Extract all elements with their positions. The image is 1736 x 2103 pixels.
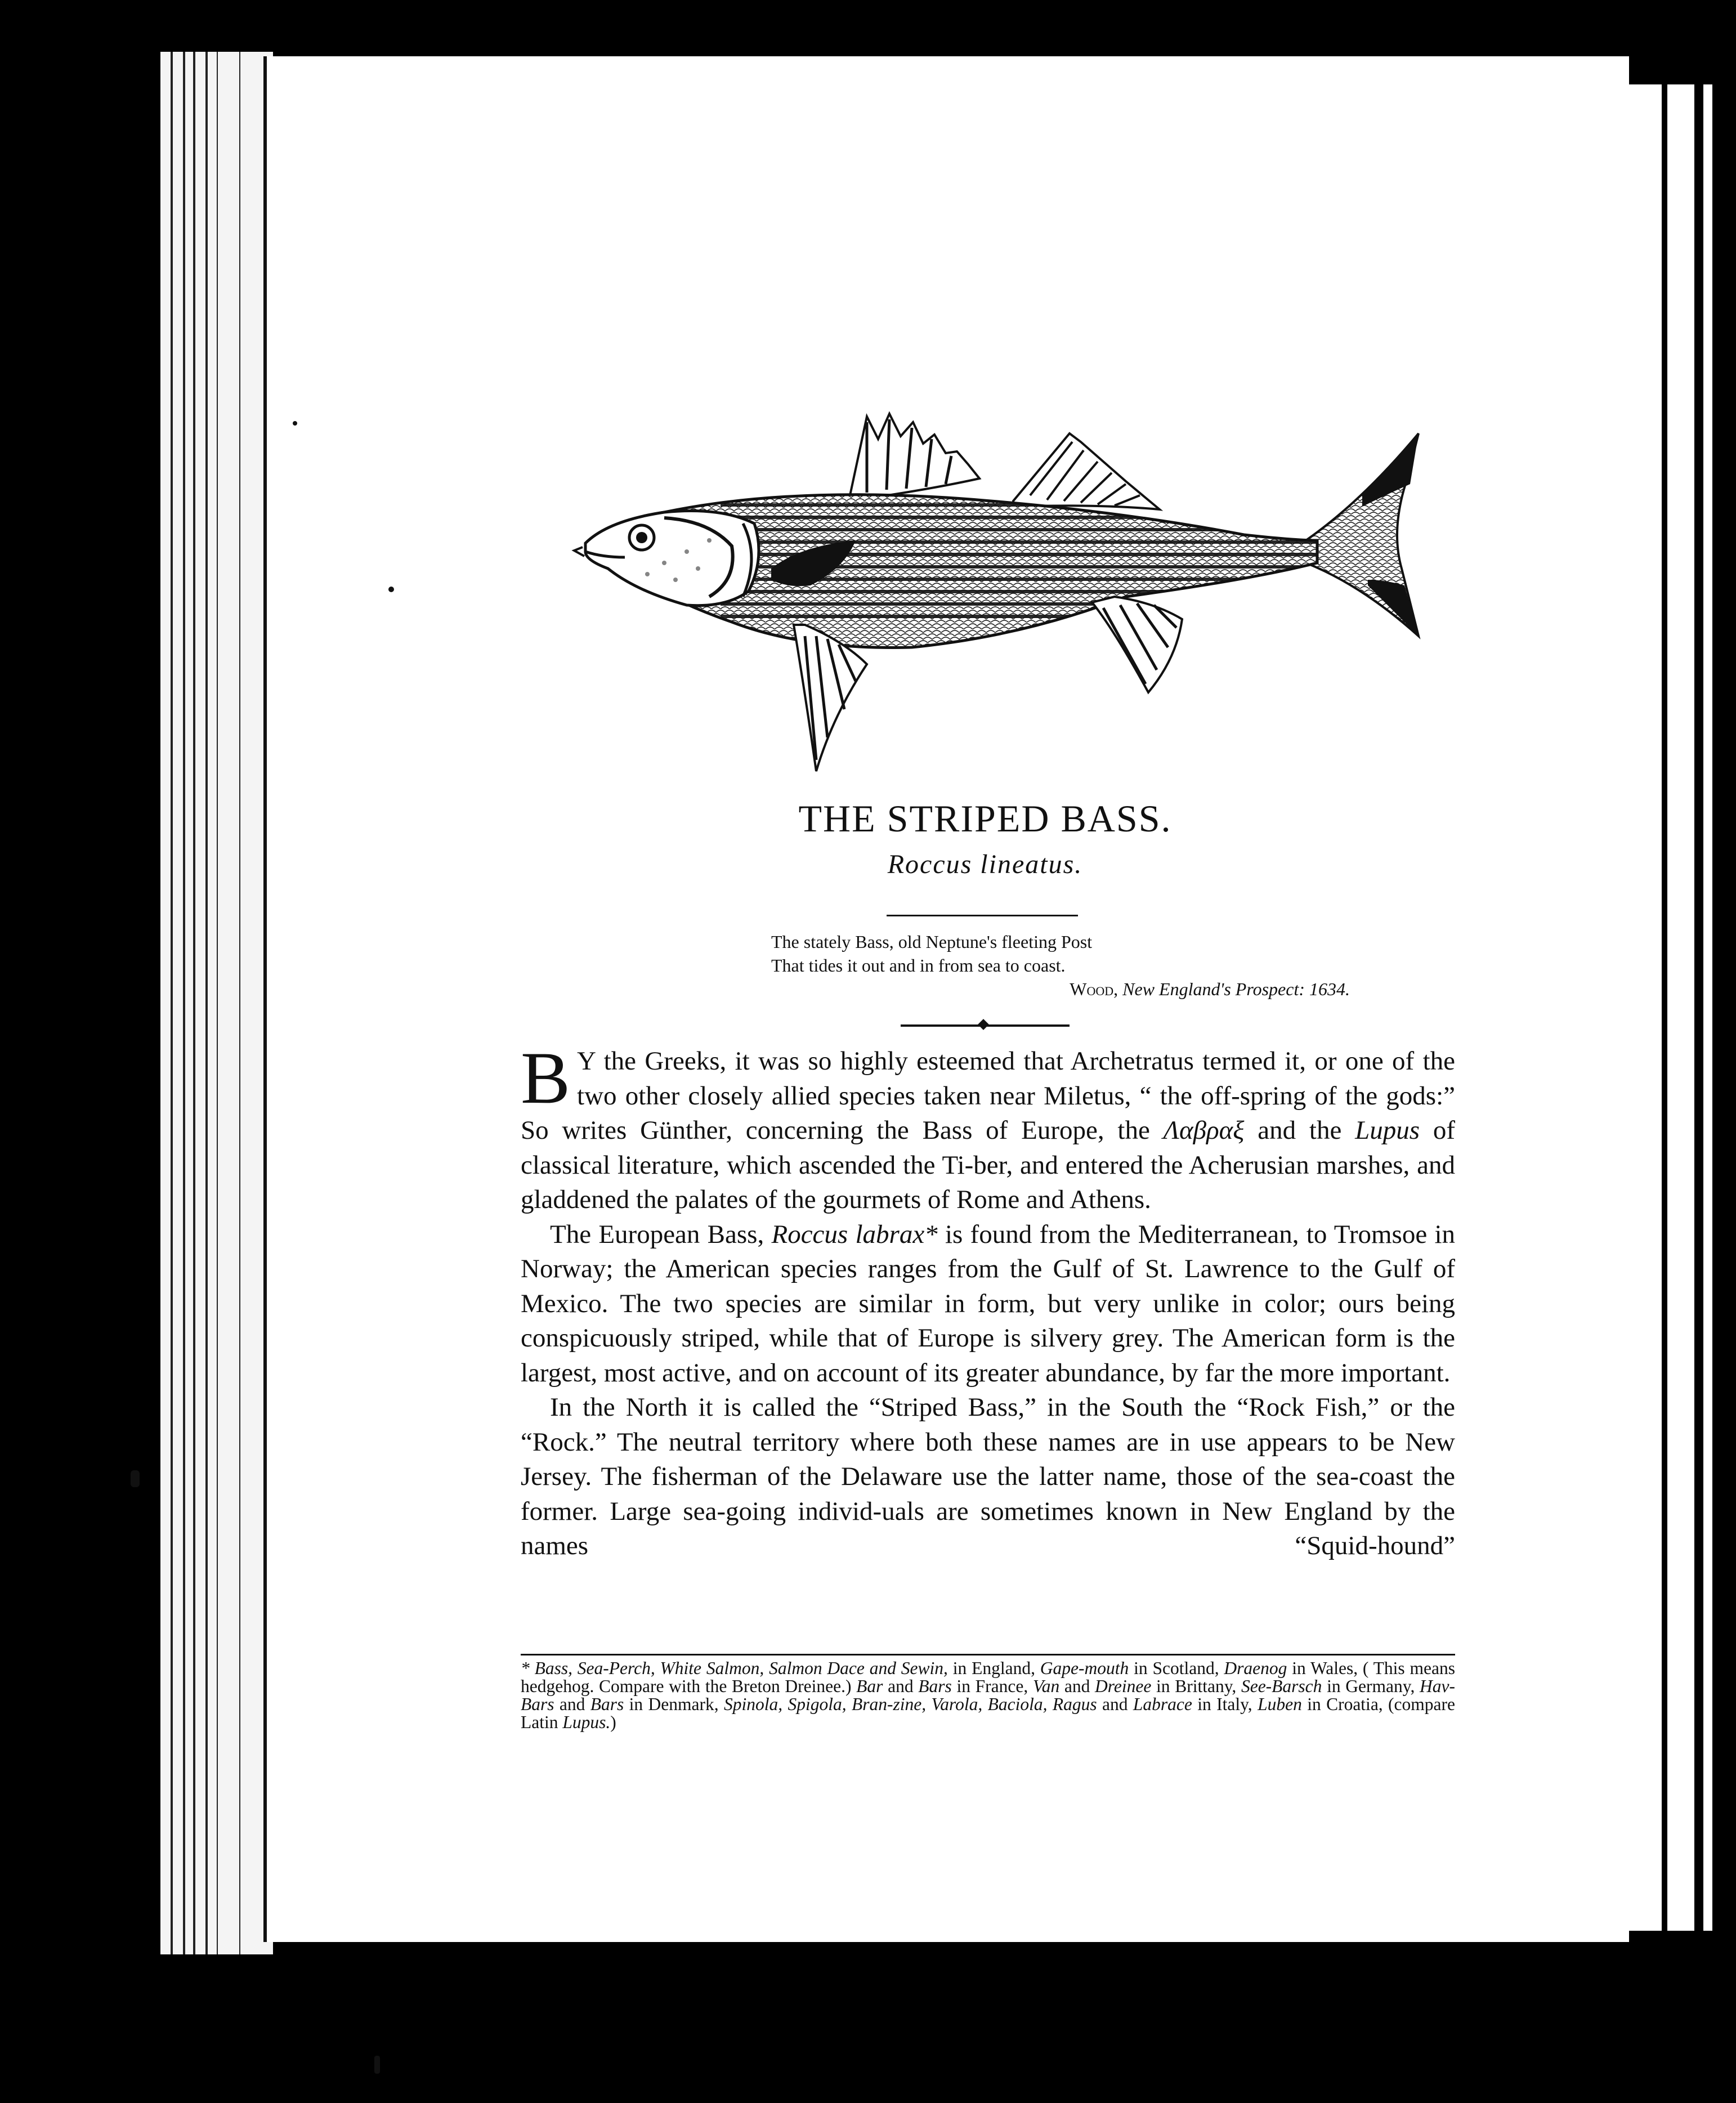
epigraph-attribution — [771, 977, 1357, 1001]
paragraph — [521, 1218, 1455, 1391]
footnote-name: * Bass, Sea-Perch, White Salmon, Salmon Dace and Sewin, — [521, 1658, 948, 1678]
footnote-text-run: in Denmark, — [624, 1694, 724, 1714]
footnote-name: Draenog — [1224, 1658, 1287, 1678]
scientific-name: Roccus lineatus. — [887, 849, 1083, 879]
footnote-name: Dreinee — [1095, 1676, 1152, 1696]
paragraph — [521, 1036, 1455, 1218]
footnote-name: Bars — [590, 1694, 624, 1714]
paragraph-text: The European Bass, — [550, 1219, 772, 1249]
footnote-text-run: and — [554, 1694, 590, 1714]
body-text — [521, 1036, 1455, 1564]
footnote-name: Gape-mouth — [1040, 1658, 1129, 1678]
title-divider — [887, 915, 1078, 916]
epigraph — [771, 930, 1357, 1001]
footnote-text-run: in Scotland, — [1129, 1658, 1224, 1678]
footnote-name: Lupus. — [562, 1712, 611, 1732]
paragraph: In the North it is called the “Striped Bass,” in the South the “Rock Fish,” or the “Rock.” The neutral territory where both these names are in use appears to be New Jersey. The fisherman of the Delaware use the latter name, those of the sea-coast the former. Large sea-going individ-uals are sometimes known in New England by the names “Squid-hound” — [521, 1393, 1455, 1560]
footnote-name: Van — [1032, 1676, 1060, 1696]
footnote-name: Labrace — [1133, 1694, 1192, 1714]
footnote-text-run: in France, — [951, 1676, 1033, 1696]
epigraph-line: The stately Bass, old Neptune's fleeting Post — [771, 932, 1093, 952]
scan-speck — [293, 421, 297, 426]
page-title: THE STRIPED BASS. — [798, 797, 1172, 840]
footnote-text-run: in Italy, — [1192, 1694, 1258, 1714]
footnote-name: Luben — [1258, 1694, 1302, 1714]
footnote-name: See-Barsch — [1241, 1676, 1322, 1696]
footnote-divider — [521, 1654, 1455, 1655]
footnote-name: Bars — [918, 1676, 952, 1696]
latin-name: Roccus labrax* — [771, 1219, 938, 1249]
attribution-year: 1634. — [1309, 979, 1350, 999]
footnote-text-run: in Wales, ( This means hedgehog. Compare with the Breton Dreinee.) — [521, 1658, 1456, 1696]
attribution-author: Wood, — [1070, 979, 1118, 999]
latin-word: Lupus — [1355, 1116, 1420, 1145]
footnote-text-run: in England, — [947, 1658, 1040, 1678]
footnote-text-run: in Brittany, — [1151, 1676, 1241, 1696]
footnote-text-run: ) — [610, 1712, 616, 1732]
footnote-text — [521, 1659, 1455, 1731]
paragraph-text: Y the Greeks, it was so highly esteemed that Archetratus termed it, or one of the two other closely allied species taken near Miletus, “ the off-spring of the gods:” So writes Günther, concerning the Bass of Europe, the — [521, 1046, 1455, 1145]
striped-bass-illustration — [563, 400, 1430, 799]
attribution-work: New England's Prospect: — [1122, 979, 1305, 999]
footnote-text-run: and — [883, 1676, 919, 1696]
footnote-name: Bar — [856, 1676, 883, 1696]
scan-speck — [374, 2056, 380, 2074]
scan-speck — [131, 1470, 140, 1487]
footnote-name: Hav-Bars — [521, 1676, 1455, 1714]
paragraph-text: of classical literature, which ascended the Ti-ber, and entered the Acherusian marshes, and gladdened the palates of the gourmets of Rome and Athens. — [521, 1116, 1455, 1214]
paragraph-text: and the — [1244, 1116, 1355, 1145]
footnote-text-run: in Croatia, (compare Latin — [521, 1694, 1455, 1732]
footnote-text-run: and — [1097, 1694, 1133, 1714]
book-page-edges — [160, 52, 273, 1954]
footnote-text-run: and — [1059, 1676, 1095, 1696]
greek-word: Λαβραξ — [1163, 1116, 1245, 1145]
epigraph-line: That tides it out and in from sea to coast. — [771, 955, 1066, 976]
footnote-name: Spinola, Spigola, Bran-zine, Varola, Baciola, Ragus — [724, 1694, 1097, 1714]
drop-cap: B — [521, 1036, 571, 1119]
ornament-divider — [901, 1024, 1070, 1027]
footnote-text-run: in Germany, — [1322, 1676, 1420, 1696]
book-right-edge — [1625, 84, 1712, 1931]
paragraph-text: is found from the Mediterranean, to Tromsoe in Norway; the American species ranges from the Gulf of St. Lawrence to the Gulf of Mexico. The two species are similar in form, but very unlike in color; ours being conspicuously striped, while that of Europe is silvery grey. The American form is the largest, most active, and on account of its greater abundance, by far the more important. — [521, 1219, 1455, 1388]
scan-speck — [388, 587, 394, 592]
footnote — [521, 1659, 1455, 1731]
